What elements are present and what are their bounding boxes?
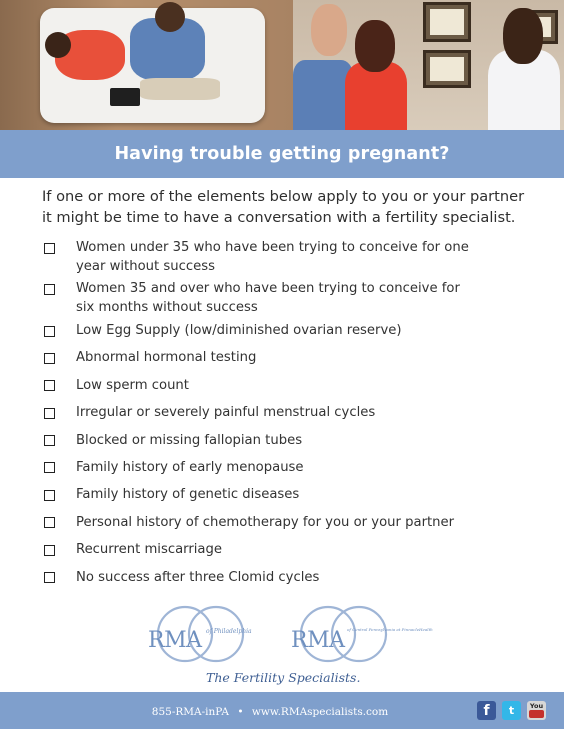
checklist-item	[44, 432, 524, 459]
separator: •	[237, 706, 244, 718]
checkbox[interactable]	[44, 353, 55, 364]
phone-number[interactable]: 855-RMA-inPA	[151, 706, 229, 718]
rma-central-pa-logo	[291, 604, 433, 672]
checkbox[interactable]	[44, 243, 55, 254]
checklist-item-label: Family history of genetic diseases	[76, 487, 300, 503]
logo-area	[0, 604, 564, 689]
checkbox[interactable]	[44, 517, 55, 528]
checkbox[interactable]	[44, 326, 55, 337]
checklist-item-label: Family history of early menopause	[76, 459, 304, 475]
checklist-item-label: Women 35 and over who have been trying to conceive for six months without success	[76, 281, 460, 315]
rma-philadelphia-logo	[148, 604, 260, 672]
page-title: Having trouble getting pregnant?	[114, 144, 450, 164]
checklist-item-label: Abnormal hormonal testing	[76, 350, 257, 366]
intro-paragraph: If one or more of the elements below apply to you or your partner it might be time to have a conversation with a fertility specialist.	[42, 188, 525, 226]
checklist-item	[44, 569, 524, 596]
checkbox[interactable]	[44, 545, 55, 556]
symptom-checklist	[44, 239, 524, 596]
doctor-consultation-photo	[293, 0, 564, 130]
checklist-item	[44, 541, 524, 568]
checklist-item	[44, 486, 524, 513]
checklist-item	[44, 514, 524, 541]
checklist-item	[44, 404, 524, 431]
checkbox[interactable]	[44, 284, 55, 295]
youtube-icon[interactable]: You	[527, 701, 546, 720]
checklist-item	[44, 280, 524, 322]
checkbox[interactable]	[44, 572, 55, 583]
twitter-icon[interactable]: t	[502, 701, 521, 720]
header-photos	[0, 0, 564, 130]
checkbox[interactable]	[44, 380, 55, 391]
logo-subtitle: of Philadelphia	[206, 628, 252, 635]
footer-bar	[0, 692, 564, 729]
logo-name: RMA	[148, 628, 202, 653]
facebook-icon[interactable]: f	[477, 701, 496, 720]
checklist-item-label: Recurrent miscarriage	[76, 542, 223, 558]
checklist-item-label: Personal history of chemotherapy for you or your partner	[76, 514, 455, 530]
contact-line	[0, 706, 540, 718]
checklist-item-label: Women under 35 who have been trying to conceive for one year without success	[76, 240, 469, 274]
checkbox[interactable]	[44, 462, 55, 473]
checkbox[interactable]	[44, 490, 55, 501]
checkbox[interactable]	[44, 408, 55, 419]
checklist-item	[44, 239, 524, 280]
checklist-item	[44, 349, 524, 376]
checklist-item-label: Low Egg Supply (low/diminished ovarian reserve)	[76, 323, 402, 338]
title-banner	[0, 130, 564, 178]
checklist-item	[44, 377, 524, 404]
logo-name: RMA	[291, 628, 345, 653]
checklist-item-label: Irregular or severely painful menstrual cycles	[76, 405, 376, 421]
checkbox[interactable]	[44, 435, 55, 446]
checklist-item-label: Low sperm count	[76, 377, 189, 393]
website-link[interactable]: www.RMAspecialists.com	[251, 706, 389, 718]
checklist-item-label: No success after three Clomid cycles	[76, 569, 320, 585]
checklist-item	[44, 459, 524, 486]
logo-subtitle: of Central Pennsylvania at PinnacleHealth	[347, 627, 433, 632]
tagline: The Fertility Specialists.	[206, 670, 361, 685]
couple-on-sofa-photo	[0, 0, 293, 130]
checklist-item-label: Blocked or missing fallopian tubes	[76, 432, 303, 448]
checklist-item	[44, 322, 524, 349]
